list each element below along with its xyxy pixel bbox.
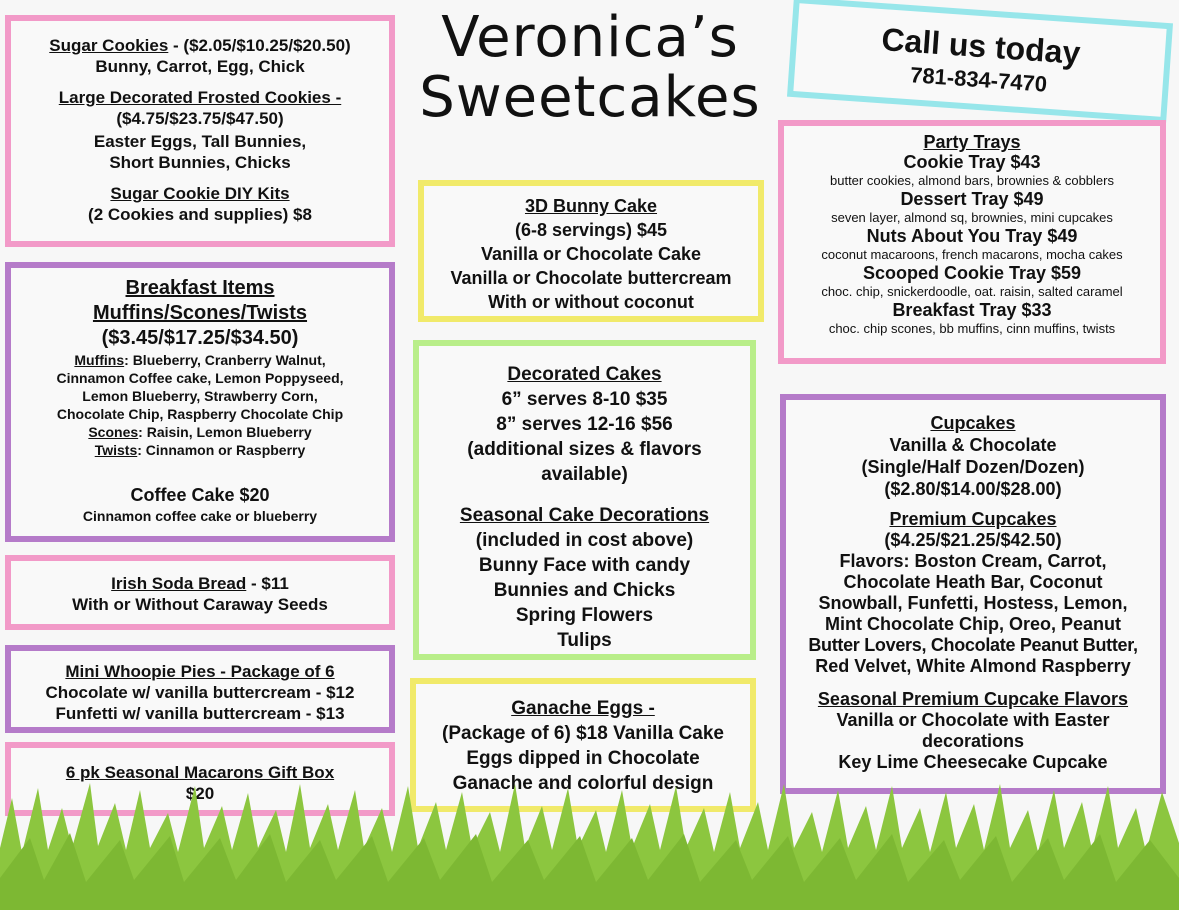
- twists-label: Twists: [94, 442, 138, 458]
- ganache-heading: Ganache Eggs -: [511, 698, 655, 719]
- coffee-cake: Coffee Cake $20: [130, 485, 270, 505]
- tray-desc: seven layer, almond sq, brownies, mini cupcakes: [831, 210, 1113, 225]
- whoopie-section: [5, 645, 395, 733]
- large-cookies-items-1: Easter Eggs, Tall Bunnies,: [93, 132, 307, 151]
- cupcakes-heading: Cupcakes: [930, 413, 1016, 433]
- scones-label: Scones: [88, 424, 139, 440]
- premium-flavors-5: Butter Lovers, Chocolate Peanut Butter,: [808, 635, 1138, 655]
- seasonal-decorations-heading: Seasonal Cake Decorations: [459, 505, 710, 526]
- premium-flavors-3: Snowball, Funfetti, Hostess, Lemon,: [818, 593, 1128, 613]
- seasonal-cupcakes-heading: Seasonal Premium Cupcake Flavors: [817, 689, 1129, 709]
- twists-text: : Cinnamon or Raspberry: [137, 442, 306, 458]
- seasonal-decorations-4: Spring Flowers: [515, 605, 654, 626]
- premium-flavors-4: Mint Chocolate Chip, Oreo, Peanut: [824, 614, 1121, 634]
- premium-cupcakes-price: ($4.25/$21.25/$42.50): [884, 530, 1062, 550]
- grass-decoration: [0, 778, 1179, 910]
- tray-desc: coconut macaroons, french macarons, mocha cakes: [821, 247, 1123, 262]
- decorated-cakes-line-4: available): [541, 464, 628, 485]
- tray-item: [784, 226, 1160, 263]
- irish-soda-section: [5, 555, 395, 630]
- seasonal-decorations-3: Bunnies and Chicks: [493, 580, 676, 601]
- large-cookies-heading: Large Decorated Frosted Cookies -: [58, 88, 342, 107]
- large-cookies-items-2: Short Bunnies, Chicks: [109, 153, 291, 172]
- diy-kits-heading: Sugar Cookie DIY Kits: [110, 184, 290, 203]
- seasonal-decorations-5: Tulips: [557, 630, 612, 651]
- seasonal-cupcakes-1: Vanilla or Chocolate with Easter: [836, 710, 1110, 730]
- muffins-label: Muffins: [74, 352, 125, 368]
- sugar-cookies-price: - ($2.05/$10.25/$20.50): [168, 36, 351, 55]
- premium-flavors-1: Flavors: Boston Cream, Carrot,: [839, 551, 1107, 571]
- title-line-1: Veronica’s: [441, 5, 739, 70]
- macarons-price: $20: [185, 784, 215, 803]
- tray-desc: choc. chip scones, bb muffins, cinn muffins, twists: [828, 321, 1116, 336]
- party-trays-section: [778, 120, 1166, 364]
- breakfast-heading: Breakfast Items: [125, 277, 275, 299]
- muffins-line-3: Lemon Blueberry, Strawberry Corn,: [82, 388, 318, 404]
- irish-soda-price: - $11: [246, 574, 289, 593]
- scones-text: : Raisin, Lemon Blueberry: [138, 424, 312, 440]
- seasonal-decorations-1: (included in cost above): [475, 530, 694, 551]
- decorated-cakes-line-3: (additional sizes & flavors: [467, 439, 702, 460]
- whoopie-line-1: Chocolate w/ vanilla buttercream - $12: [45, 683, 355, 702]
- bunny-cake-section: [418, 180, 764, 322]
- ganache-line-1: (Package of 6) $18 Vanilla Cake: [442, 723, 724, 744]
- bunny-cake-line-2: Vanilla or Chocolate Cake: [480, 244, 702, 264]
- bunny-cake-line-1: (6-8 servings) $45: [514, 220, 668, 240]
- whoopie-line-2: Funfetti w/ vanilla buttercream - $13: [55, 704, 345, 723]
- premium-flavors-6: Red Velvet, White Almond Raspberry: [815, 656, 1131, 676]
- irish-soda-heading: Irish Soda Bread: [111, 574, 247, 593]
- tray-name: Dessert Tray $49: [900, 189, 1044, 209]
- premium-cupcakes-heading: Premium Cupcakes: [889, 509, 1057, 529]
- tray-name: Nuts About You Tray $49: [866, 226, 1078, 246]
- cupcakes-line-1: Vanilla & Chocolate: [889, 435, 1057, 455]
- party-trays-heading: Party Trays: [923, 132, 1021, 152]
- tray-name: Cookie Tray $43: [903, 152, 1041, 172]
- tray-name: Scooped Cookie Tray $59: [862, 263, 1082, 283]
- bunny-cake-line-3: Vanilla or Chocolate buttercream: [450, 268, 732, 288]
- title-line-2: Sweetcakes: [419, 65, 761, 130]
- phone-number[interactable]: 781-834-7470: [909, 62, 1048, 97]
- decorated-cakes-heading: Decorated Cakes: [507, 364, 662, 385]
- tray-name: Breakfast Tray $33: [892, 300, 1052, 320]
- tray-item: [784, 189, 1160, 226]
- tray-desc: choc. chip, snickerdoodle, oat. raisin, salted caramel: [821, 284, 1123, 299]
- muffins-line-4: Chocolate Chip, Raspberry Chocolate Chip: [56, 406, 344, 422]
- tray-item: [784, 263, 1160, 300]
- sugar-cookies-section: [5, 15, 395, 247]
- cupcakes-section: [780, 394, 1166, 794]
- decorated-cakes-section: [413, 340, 756, 660]
- bakery-title: [400, 5, 780, 130]
- bunny-cake-line-4: With or without coconut: [488, 292, 694, 312]
- muffins-line-1: : Blueberry, Cranberry Walnut,: [124, 352, 326, 368]
- large-cookies-price: ($4.75/$23.75/$47.50): [116, 109, 284, 128]
- breakfast-subheading: Muffins/Scones/Twists: [92, 302, 308, 324]
- diy-kits-desc: (2 Cookies and supplies) $8: [88, 205, 312, 224]
- ganache-line-3: Ganache and colorful design: [452, 773, 714, 794]
- coffee-cake-desc: Cinnamon coffee cake or blueberry: [82, 508, 318, 524]
- bunny-cake-heading: 3D Bunny Cake: [524, 196, 658, 216]
- premium-flavors-2: Chocolate Heath Bar, Coconut: [843, 572, 1103, 592]
- breakfast-price: ($3.45/$17.25/$34.50): [101, 327, 299, 349]
- macarons-heading: 6 pk Seasonal Macarons Gift Box: [65, 763, 335, 782]
- irish-soda-desc: With or Without Caraway Seeds: [72, 595, 328, 614]
- sugar-cookies-items: Bunny, Carrot, Egg, Chick: [95, 57, 305, 76]
- decorated-cakes-line-1: 6” serves 8-10 $35: [501, 389, 668, 410]
- cupcakes-line-3: ($2.80/$14.00/$28.00): [884, 479, 1062, 499]
- contact-callout: [787, 0, 1173, 123]
- muffins-line-2: Cinnamon Coffee cake, Lemon Poppyseed,: [56, 370, 344, 386]
- sugar-cookies-heading: Sugar Cookies: [49, 36, 169, 55]
- decorated-cakes-line-2: 8” serves 12-16 $56: [496, 414, 673, 435]
- seasonal-cupcakes-3: Key Lime Cheesecake Cupcake: [838, 752, 1108, 772]
- seasonal-cupcakes-2: decorations: [921, 731, 1025, 751]
- call-us-text: Call us today: [880, 21, 1082, 71]
- party-trays-list: [784, 152, 1160, 337]
- whoopie-heading: Mini Whoopie Pies - Package of 6: [65, 662, 335, 681]
- tray-desc: butter cookies, almond bars, brownies & cobblers: [830, 173, 1114, 188]
- tray-item: [784, 300, 1160, 337]
- cupcakes-line-2: (Single/Half Dozen/Dozen): [861, 457, 1085, 477]
- ganache-line-2: Eggs dipped in Chocolate: [466, 748, 700, 769]
- tray-item: [784, 152, 1160, 189]
- breakfast-section: [5, 262, 395, 542]
- seasonal-decorations-2: Bunny Face with candy: [478, 555, 691, 576]
